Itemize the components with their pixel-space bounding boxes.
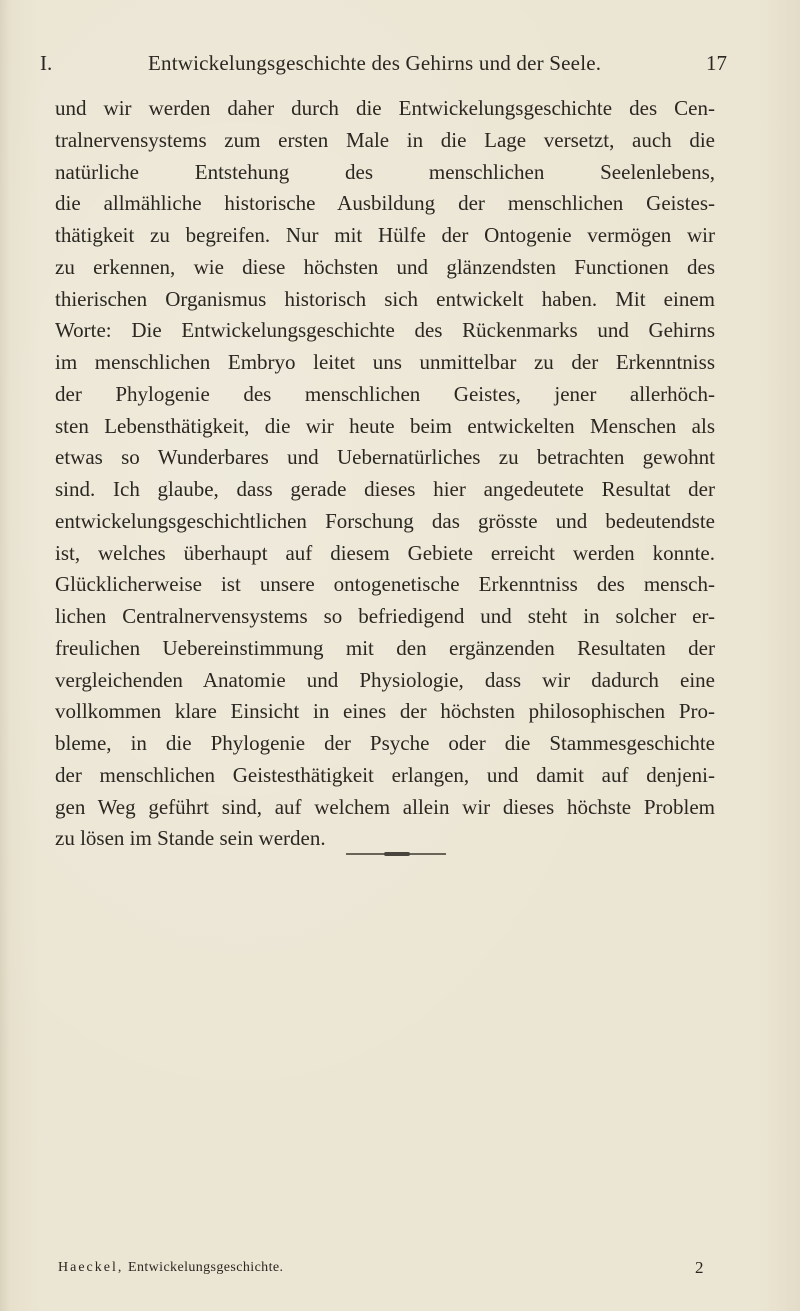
- text-line: lichen Centralnervensystems so befriedigend und steht in solcher er-: [55, 604, 715, 628]
- section-end-rule: [346, 853, 446, 855]
- text-line: entwickelungsgeschichtlichen Forschung das grösste und bedeutendste: [55, 508, 715, 533]
- text-line: und wir werden daher durch die Entwickelungsgeschichte des Cen-: [55, 96, 715, 120]
- text-line: vollkommen klare Einsicht in eines der höchsten philosophischen Pro-: [55, 699, 715, 724]
- text-line: der Phylogenie des menschlichen Geistes, jener allerhöch-: [55, 381, 715, 406]
- text-line: im menschlichen Embryo leitet uns unmittelbar zu der Erkenntniss: [55, 350, 715, 374]
- footer-author: Haeckel,: [58, 1260, 124, 1275]
- running-header: [0, 48, 800, 78]
- text-line: bleme, in die Phylogenie der Psyche oder die Stammesgeschichte: [55, 731, 715, 755]
- text-line: sten Lebensthätigkeit, die wir heute beim entwickelten Menschen als: [55, 413, 715, 438]
- text-line: etwas so Wunderbares und Uebernatürliches zu betrachten gewohnt: [55, 445, 715, 470]
- text-line: natürliche Entstehung des menschlichen Seelenlebens,: [55, 159, 715, 184]
- text-line: sind. Ich glaube, dass gerade dieses hier angedeutete Resultat der: [55, 477, 715, 501]
- text-line-last: zu lösen im Stande sein werden.: [55, 826, 326, 851]
- footer-book-title: Entwickelungsgeschichte.: [128, 1260, 284, 1275]
- text-line: der menschlichen Geistesthätigkeit erlangen, und damit auf denjeni-: [55, 762, 715, 787]
- page-number: 17: [706, 51, 727, 75]
- text-line: freulichen Uebereinstimmung mit den ergänzenden Resultaten der: [55, 635, 715, 660]
- text-line: gen Weg geführt sind, auf welchem allein wir dieses höchste Problem: [55, 794, 715, 819]
- text-line: die allmähliche historische Ausbildung der menschlichen Geistes-: [55, 191, 715, 216]
- text-line: tralnervensystems zum ersten Male in die Lage versetzt, auch die: [55, 127, 715, 152]
- text-line: vergleichenden Anatomie und Physiologie, dass wir dadurch eine: [55, 667, 715, 692]
- page-footer: [0, 1256, 800, 1280]
- text-line: Worte: Die Entwickelungsgeschichte des Rückenmarks und Gehirns: [55, 318, 715, 343]
- text-line: ist, welches überhaupt auf diesem Gebiete erreicht werden konnte.: [55, 540, 715, 565]
- signature-mark: 2: [695, 1258, 704, 1277]
- text-line: thätigkeit zu begreifen. Nur mit Hülfe der Ontogenie vermögen wir: [55, 223, 715, 247]
- text-line: thierischen Organismus historisch sich entwickelt haben. Mit einem: [55, 286, 715, 311]
- text-line: zu erkennen, wie diese höchsten und glänzendsten Functionen des: [55, 254, 715, 279]
- running-title: Entwickelungsgeschichte des Gehirns und der Seele.: [148, 51, 602, 75]
- text-line: Glücklicherweise ist unsere ontogenetische Erkenntniss des mensch-: [55, 572, 715, 597]
- section-number: I.: [40, 51, 53, 75]
- body-paragraph: [55, 93, 715, 855]
